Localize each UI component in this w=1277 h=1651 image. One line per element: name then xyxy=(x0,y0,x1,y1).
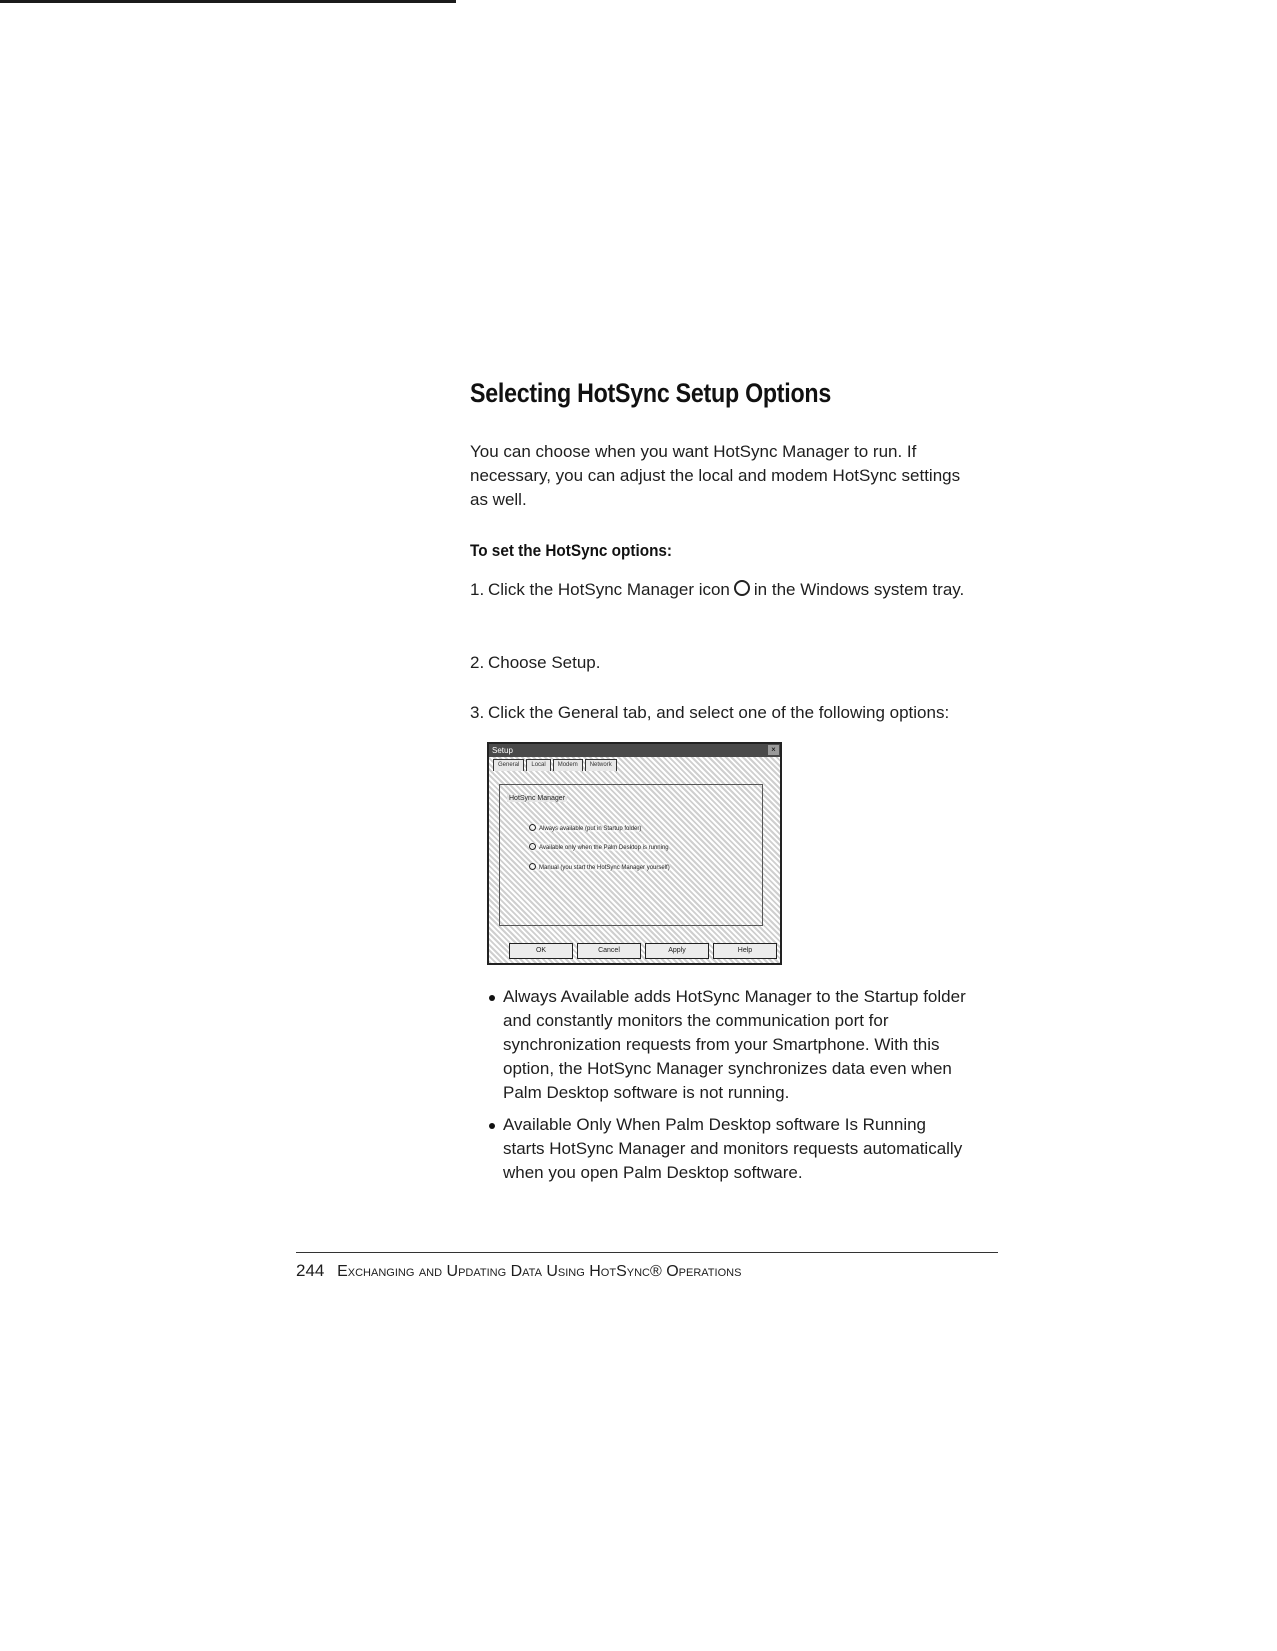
page-title: Selecting HotSync Setup Options xyxy=(470,378,831,408)
tab-general[interactable]: General xyxy=(493,759,524,771)
tab-modem[interactable]: Modem xyxy=(553,759,583,771)
hotsync-circle-icon xyxy=(734,580,750,596)
step-number: 1. xyxy=(470,580,485,599)
running-head: Exchanging and Updating Data Using HotSync® Operations xyxy=(337,1263,742,1280)
page-number: 244 xyxy=(296,1261,325,1280)
help-button[interactable]: Help xyxy=(713,943,777,959)
step-text-before: Click the HotSync Manager icon xyxy=(488,580,730,599)
footer-rule xyxy=(296,1252,998,1253)
dialog-title: Setup xyxy=(492,746,513,755)
group-label: HotSync Manager xyxy=(509,795,566,802)
bullet-always-available: Always Available adds HotSync Manager to the Startup folder and constantly monitors the communication port for synchronization requests from your Smartphone. With this option, the HotSync Manager synchronizes data even when Palm Desktop software is not running. xyxy=(487,985,967,1105)
top-rule xyxy=(0,0,456,3)
dialog-titlebar xyxy=(489,744,780,757)
hotsync-manager-groupbox xyxy=(499,784,763,926)
intro-paragraph: You can choose when you want HotSync Manager to run. If necessary, you can adjust the local and modem HotSync settings as well. xyxy=(470,442,961,509)
dialog-buttons xyxy=(509,943,777,959)
apply-button[interactable]: Apply xyxy=(645,943,709,959)
page-footer xyxy=(296,1261,741,1281)
tab-local[interactable]: Local xyxy=(526,759,550,771)
procedure-heading: To set the HotSync options: xyxy=(470,541,673,560)
close-icon[interactable]: × xyxy=(768,745,779,755)
step-text-after: in the Windows system tray. xyxy=(753,580,965,599)
tab-network[interactable]: Network xyxy=(585,759,617,771)
step-number: 3. xyxy=(470,703,485,722)
step-text: Choose Setup. xyxy=(488,653,601,672)
radio-available-only-when-running[interactable]: Available only when the Palm Desktop is running xyxy=(529,843,669,851)
option-descriptions xyxy=(487,985,967,1193)
radio-always-available[interactable]: Always available (put in Startup folder) xyxy=(529,824,641,832)
bullet-available-only-when-running: Available Only When Palm Desktop software Is Running starts HotSync Manager and monitors requests automatically when you open Palm Desktop software. xyxy=(487,1113,967,1185)
cancel-button[interactable]: Cancel xyxy=(577,943,641,959)
step-3 xyxy=(470,700,970,726)
step-1 xyxy=(470,577,970,603)
step-number: 2. xyxy=(470,653,485,672)
ok-button[interactable]: OK xyxy=(509,943,573,959)
radio-manual[interactable]: Manual (you start the HotSync Manager yourself) xyxy=(529,863,670,871)
step-2 xyxy=(470,650,970,676)
dialog-tabs xyxy=(493,759,617,771)
setup-dialog-screenshot xyxy=(487,742,782,965)
step-text: Click the General tab, and select one of the following options: xyxy=(488,703,950,722)
